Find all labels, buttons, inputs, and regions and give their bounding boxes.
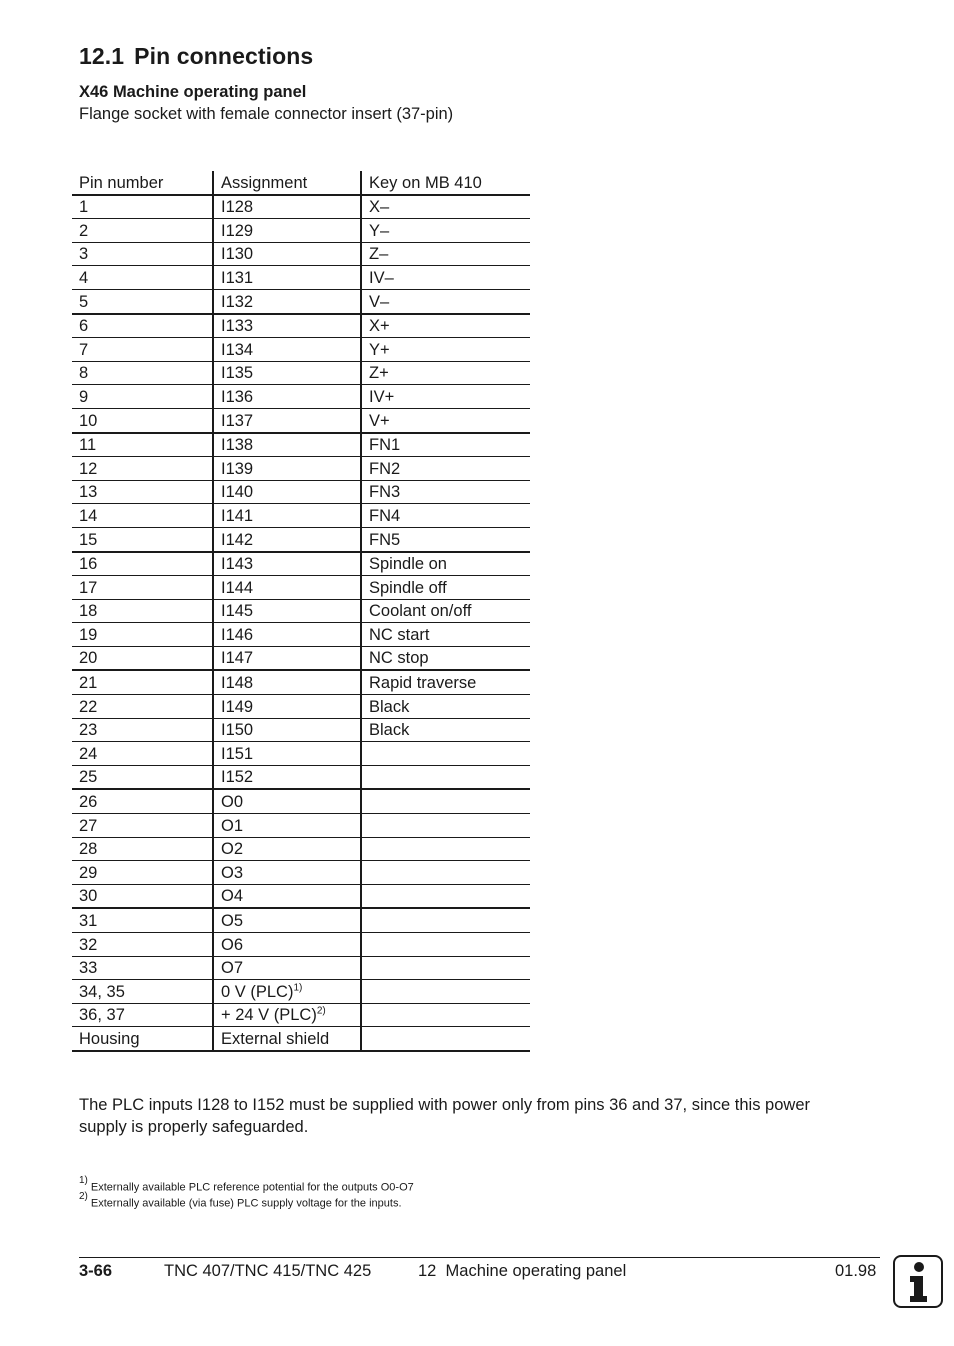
table-row	[72, 814, 530, 838]
table-row	[72, 718, 530, 742]
key-cell: X–	[361, 195, 530, 219]
table-row	[72, 956, 530, 980]
pin-cell: 21	[72, 670, 213, 694]
assignment-cell: O0	[213, 789, 361, 813]
footnote-marker: 1)	[79, 1175, 88, 1186]
pin-cell: 22	[72, 695, 213, 719]
table-row	[72, 266, 530, 290]
pin-cell: 24	[72, 742, 213, 766]
table-row	[72, 527, 530, 551]
pin-cell: 20	[72, 646, 213, 670]
pin-cell: 4	[72, 266, 213, 290]
table-row	[72, 408, 530, 432]
assignment-cell: I139	[213, 457, 361, 481]
pin-cell: 5	[72, 289, 213, 313]
pin-cell: 19	[72, 623, 213, 647]
pin-cell: 29	[72, 861, 213, 885]
table-row	[72, 385, 530, 409]
assignment-cell: I131	[213, 266, 361, 290]
table-header-row	[72, 171, 530, 195]
key-cell: FN5	[361, 527, 530, 551]
pin-cell: 13	[72, 480, 213, 504]
table-row	[72, 1003, 530, 1027]
key-cell: FN1	[361, 433, 530, 457]
info-icon	[893, 1255, 943, 1308]
assignment-cell: I152	[213, 765, 361, 789]
table-row	[72, 789, 530, 813]
key-cell	[361, 1027, 530, 1051]
assignment-cell: O4	[213, 884, 361, 908]
edition-date: 01.98	[835, 1262, 877, 1280]
pin-cell: 2	[72, 219, 213, 243]
table-row	[72, 623, 530, 647]
assignment-cell: I143	[213, 552, 361, 576]
table-row	[72, 219, 530, 243]
table-row	[72, 457, 530, 481]
key-cell	[361, 956, 530, 980]
key-cell: NC start	[361, 623, 530, 647]
table-row	[72, 837, 530, 861]
table-row	[72, 933, 530, 957]
key-cell	[361, 837, 530, 861]
key-cell: FN3	[361, 480, 530, 504]
pin-table-body	[72, 195, 530, 1051]
pin-cell: 11	[72, 433, 213, 457]
table-row	[72, 765, 530, 789]
key-cell	[361, 861, 530, 885]
table-row	[72, 504, 530, 528]
table-row	[72, 338, 530, 362]
assignment-cell: I138	[213, 433, 361, 457]
assignment-cell: O2	[213, 837, 361, 861]
power-supply-note: The PLC inputs I128 to I152 must be supplied with power only from pins 36 and 37, since this power supply is properly safeguarded.	[79, 1096, 810, 1136]
key-cell: FN4	[361, 504, 530, 528]
assignment-cell: 0 V (PLC)$^{1)}$	[213, 980, 361, 1004]
assignment-cell: O1	[213, 814, 361, 838]
pin-cell: 3	[72, 242, 213, 266]
table-row	[72, 980, 530, 1004]
footnote-ref: 2)	[316, 1005, 326, 1017]
assignment-cell: I147	[213, 646, 361, 670]
pin-cell: 1	[72, 195, 213, 219]
assignment-cell: + 24 V (PLC)$^{2)}$	[213, 1003, 361, 1027]
key-cell	[361, 789, 530, 813]
key-cell: Y+	[361, 338, 530, 362]
footnote-text: Externally available PLC reference potential for the outputs O0-O7	[90, 1181, 414, 1194]
table-row	[72, 908, 530, 932]
assignment-cell: O3	[213, 861, 361, 885]
key-cell: IV–	[361, 266, 530, 290]
pin-cell: 25	[72, 765, 213, 789]
key-cell	[361, 884, 530, 908]
footer-rule	[79, 1257, 880, 1258]
key-cell	[361, 742, 530, 766]
column-header-pin: Pin number	[72, 171, 213, 195]
footnote-marker: 2)	[79, 1191, 88, 1202]
key-cell	[361, 765, 530, 789]
assignment-cell: I141	[213, 504, 361, 528]
key-cell: X+	[361, 314, 530, 338]
assignment-cell: O5	[213, 908, 361, 932]
table-row	[72, 195, 530, 219]
pin-cell: 26	[72, 789, 213, 813]
assignment-cell: I144	[213, 576, 361, 600]
footnote-1	[79, 1175, 414, 1194]
assignment-cell: I129	[213, 219, 361, 243]
pin-cell: 34, 35	[72, 980, 213, 1004]
assignment-cell: I148	[213, 670, 361, 694]
key-cell: Black	[361, 718, 530, 742]
table-row	[72, 314, 530, 338]
table-row	[72, 433, 530, 457]
assignment-cell: I134	[213, 338, 361, 362]
key-cell: V–	[361, 289, 530, 313]
assignment-cell: I130	[213, 242, 361, 266]
table-row	[72, 695, 530, 719]
table-row	[72, 361, 530, 385]
pin-cell: 9	[72, 385, 213, 409]
table-row	[72, 884, 530, 908]
table-row	[72, 670, 530, 694]
pin-cell: 12	[72, 457, 213, 481]
assignment-cell: I150	[213, 718, 361, 742]
table-row	[72, 861, 530, 885]
assignment-cell: O6	[213, 933, 361, 957]
pin-cell: 16	[72, 552, 213, 576]
table-row	[72, 289, 530, 313]
assignment-cell: I132	[213, 289, 361, 313]
pin-cell: 18	[72, 599, 213, 623]
column-header-assignment: Assignment	[213, 171, 361, 195]
pin-cell: 7	[72, 338, 213, 362]
pin-cell: 17	[72, 576, 213, 600]
pin-cell: 27	[72, 814, 213, 838]
key-cell	[361, 1003, 530, 1027]
assignment-cell: I145	[213, 599, 361, 623]
key-cell	[361, 980, 530, 1004]
key-cell	[361, 814, 530, 838]
table-row	[72, 480, 530, 504]
key-cell: Black	[361, 695, 530, 719]
chapter-name: 12 Machine operating panel	[418, 1262, 627, 1280]
pin-cell: 32	[72, 933, 213, 957]
product-name: TNC 407/TNC 415/TNC 425	[164, 1262, 372, 1280]
assignment-cell: I136	[213, 385, 361, 409]
assignment-cell: I128	[213, 195, 361, 219]
pin-cell: 36, 37	[72, 1003, 213, 1027]
pin-cell: 10	[72, 408, 213, 432]
connector-title: X46 Machine operating panel	[79, 83, 307, 101]
table-row	[72, 576, 530, 600]
assignment-cell: I146	[213, 623, 361, 647]
section-number: 12.1	[79, 43, 125, 69]
pin-cell: 23	[72, 718, 213, 742]
pin-cell: 28	[72, 837, 213, 861]
key-cell: Y–	[361, 219, 530, 243]
assignment-cell: I135	[213, 361, 361, 385]
key-cell: V+	[361, 408, 530, 432]
key-cell: Spindle off	[361, 576, 530, 600]
key-cell: FN2	[361, 457, 530, 481]
section-title-text: Pin connections	[134, 43, 314, 69]
key-cell: Spindle on	[361, 552, 530, 576]
pin-cell: 30	[72, 884, 213, 908]
page-number: 3-66	[79, 1262, 113, 1280]
table-row	[72, 552, 530, 576]
table-row	[72, 742, 530, 766]
footnote-ref: 1)	[293, 982, 303, 994]
key-cell: IV+	[361, 385, 530, 409]
footnote-text: Externally available (via fuse) PLC supply voltage for the inputs.	[90, 1197, 402, 1210]
assignment-cell: I133	[213, 314, 361, 338]
assignment-cell: I137	[213, 408, 361, 432]
pin-cell: 33	[72, 956, 213, 980]
table-row	[72, 599, 530, 623]
pin-cell: 14	[72, 504, 213, 528]
key-cell: Z+	[361, 361, 530, 385]
pin-cell: 15	[72, 527, 213, 551]
pin-cell: 8	[72, 361, 213, 385]
key-cell: Z–	[361, 242, 530, 266]
key-cell: Coolant on/off	[361, 599, 530, 623]
column-header-key: Key on MB 410	[361, 171, 530, 195]
assignment-cell: External shield	[213, 1027, 361, 1051]
footnote-2	[79, 1191, 414, 1210]
assignment-cell: O7	[213, 956, 361, 980]
key-cell: NC stop	[361, 646, 530, 670]
key-cell: Rapid traverse	[361, 670, 530, 694]
assignment-cell: I142	[213, 527, 361, 551]
pin-cell: 6	[72, 314, 213, 338]
section-title	[79, 43, 313, 70]
pin-cell: Housing	[72, 1027, 213, 1051]
pin-table	[72, 171, 530, 1052]
table-row	[72, 1027, 530, 1051]
pin-cell: 31	[72, 908, 213, 932]
table-row	[72, 646, 530, 670]
assignment-cell: I140	[213, 480, 361, 504]
key-cell	[361, 908, 530, 932]
assignment-cell: I151	[213, 742, 361, 766]
key-cell	[361, 933, 530, 957]
connector-description: Flange socket with female connector insert (37-pin)	[79, 105, 454, 123]
table-row	[72, 242, 530, 266]
footnotes	[79, 1175, 414, 1210]
info-glyph	[895, 1257, 941, 1306]
assignment-cell: I149	[213, 695, 361, 719]
